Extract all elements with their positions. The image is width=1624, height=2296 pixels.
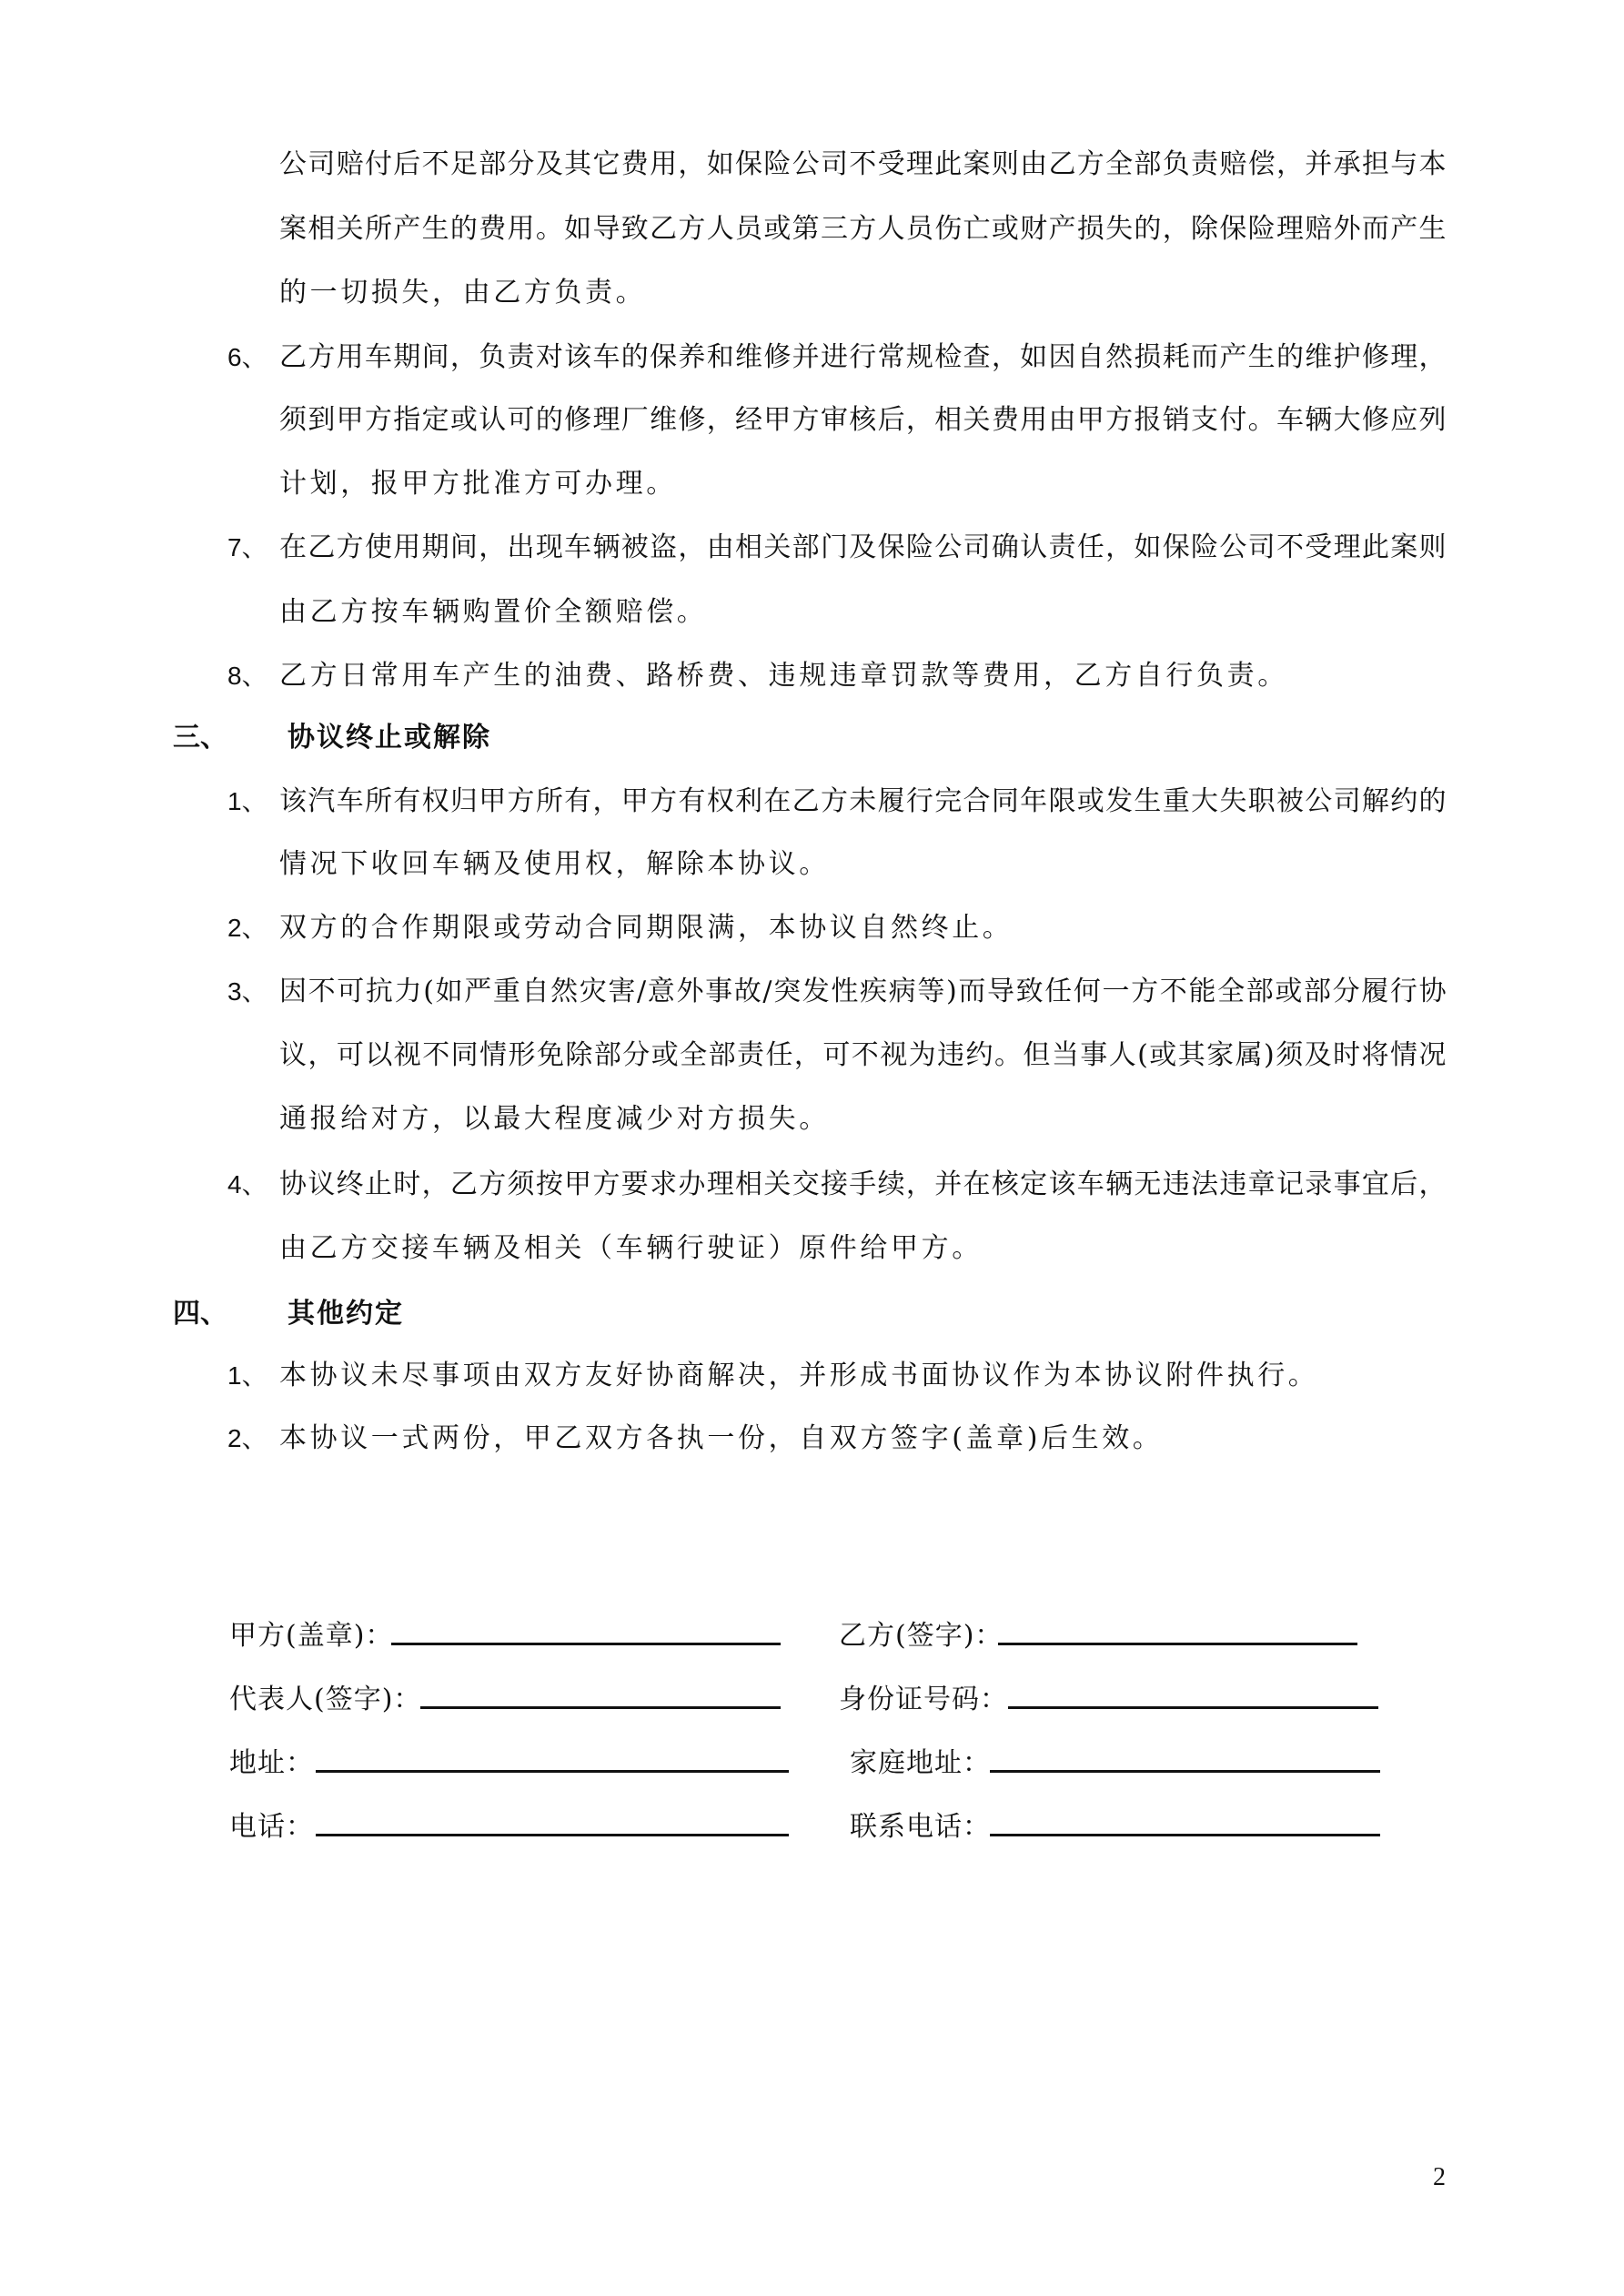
representative-signature-field[interactable] xyxy=(420,1706,781,1709)
party-a-seal-label: 甲方(盖章)： xyxy=(229,1620,394,1652)
home-address-field[interactable] xyxy=(990,1770,1380,1773)
phone-label: 电话： xyxy=(229,1811,314,1843)
body-line: 须 到 甲 方 指 定 或 认 可 的 修 理 厂 维 修 ， 经 甲 方 审 核 后 ， 相 关 费 用 由 甲 方 报 销 支 付 。 车 辆 大 修 应 列 xyxy=(279,405,1447,436)
clause-number: 7、 xyxy=(227,533,267,561)
address-field[interactable] xyxy=(316,1770,789,1773)
section-number: 三、 xyxy=(173,722,227,754)
section-title: 协议终止或解除 xyxy=(287,722,491,754)
body-line: 由乙方交接车辆及相关（车辆行驶证）原件给甲方。 xyxy=(279,1232,983,1264)
body-line: 议 ， 可 以 视 不 同 情 形 免 除 部 分 或 全 部 责 任 ， 可 不 视 为 违 约 。 但 当 事 人 ( 或 其 家 属 ) 须 及 时 将 情 况 xyxy=(279,1040,1447,1071)
clause-number: 8、 xyxy=(227,662,267,690)
clause-number: 2、 xyxy=(227,1424,267,1452)
body-line: 协 议 终 止 时 ， 乙 方 须 按 甲 方 要 求 办 理 相 关 交 接 手 续 ， 并 在 核 定 该 车 辆 无 违 法 违 章 记 录 事 宜 后 ， xyxy=(279,1169,1447,1200)
clause-number: 6、 xyxy=(227,343,267,371)
body-line: 因 不 可 抗 力 ( 如 严 重 自 然 灾 害 / 意 外 事 故 / 突 发 性 疾 病 等 ) 而 导 致 任 何 一 方 不 能 全 部 或 部 分 履 行 协 xyxy=(279,976,1447,1007)
address-label: 地址： xyxy=(229,1747,314,1779)
body-line: 公 司 赔 付 后 不 足 部 分 及 其 它 费 用 ， 如 保 险 公 司 不 受 理 此 案 则 由 乙 方 全 部 负 责 赔 偿 ， 并 承 担 与 本 xyxy=(279,149,1447,180)
clause-number: 4、 xyxy=(227,1170,267,1199)
body-line: 情况下收回车辆及使用权，解除本协议。 xyxy=(279,848,830,880)
body-line: 乙 方 用 车 期 间 ， 负 责 对 该 车 的 保 养 和 维 修 并 进 行 常 规 检 查 ， 如 因 自 然 损 耗 而 产 生 的 维 护 修 理 ， xyxy=(279,342,1447,373)
clause-number: 1、 xyxy=(227,1361,267,1390)
body-line: 本协议一式两份，甲乙双方各执一份，自双方签字(盖章)后生效。 xyxy=(279,1422,1164,1454)
clause-number: 1、 xyxy=(227,787,267,815)
body-line: 在 乙 方 使 用 期 间 ， 出 现 车 辆 被 盗 ， 由 相 关 部 门 及 保 险 公 司 确 认 责 任 ， 如 保 险 公 司 不 受 理 此 案 则 xyxy=(279,532,1447,563)
body-line: 该 汽 车 所 有 权 归 甲 方 所 有 ， 甲 方 有 权 利 在 乙 方 未 履 行 完 合 同 年 限 或 发 生 重 大 失 职 被 公 司 解 约 的 xyxy=(279,786,1447,817)
body-line: 本协议未尽事项由双方友好协商解决，并形成书面协议作为本协议附件执行。 xyxy=(279,1360,1319,1391)
body-line: 案 相 关 所 产 生 的 费 用 。 如 导 致 乙 方 人 员 或 第 三 方 人 员 伤 亡 或 财 产 损 失 的 ， 除 保 险 理 赔 外 而 产 生 xyxy=(279,214,1447,245)
section-number: 四、 xyxy=(173,1298,227,1330)
section-title: 其他约定 xyxy=(287,1298,404,1330)
party-b-signature-label: 乙方(签字)： xyxy=(839,1620,1004,1652)
party-a-seal-field[interactable] xyxy=(391,1643,781,1645)
representative-signature-label: 代表人(签字)： xyxy=(229,1684,422,1715)
home-address-label: 家庭地址： xyxy=(850,1747,991,1779)
id-number-field[interactable] xyxy=(1008,1706,1378,1709)
body-line: 计划，报甲方批准方可办理。 xyxy=(279,468,677,500)
clause-number: 2、 xyxy=(227,914,267,942)
id-number-label: 身份证号码： xyxy=(839,1684,1008,1715)
party-b-signature-field[interactable] xyxy=(998,1643,1357,1645)
body-line: 乙方日常用车产生的油费、路桥费、违规违章罚款等费用，乙方自行负责。 xyxy=(279,660,1288,692)
page-number: 2 xyxy=(1433,2163,1446,2191)
contact-phone-field[interactable] xyxy=(990,1834,1380,1836)
body-line: 的一切损失，由乙方负责。 xyxy=(279,277,647,308)
body-line: 双方的合作期限或劳动合同期限满，本协议自然终止。 xyxy=(279,912,1014,944)
contact-phone-label: 联系电话： xyxy=(850,1811,991,1843)
body-line: 由乙方按车辆购置价全额赔偿。 xyxy=(279,596,708,628)
phone-field[interactable] xyxy=(316,1834,789,1836)
body-line: 通报给对方，以最大程度减少对方损失。 xyxy=(279,1103,830,1135)
clause-number: 3、 xyxy=(227,977,267,1006)
